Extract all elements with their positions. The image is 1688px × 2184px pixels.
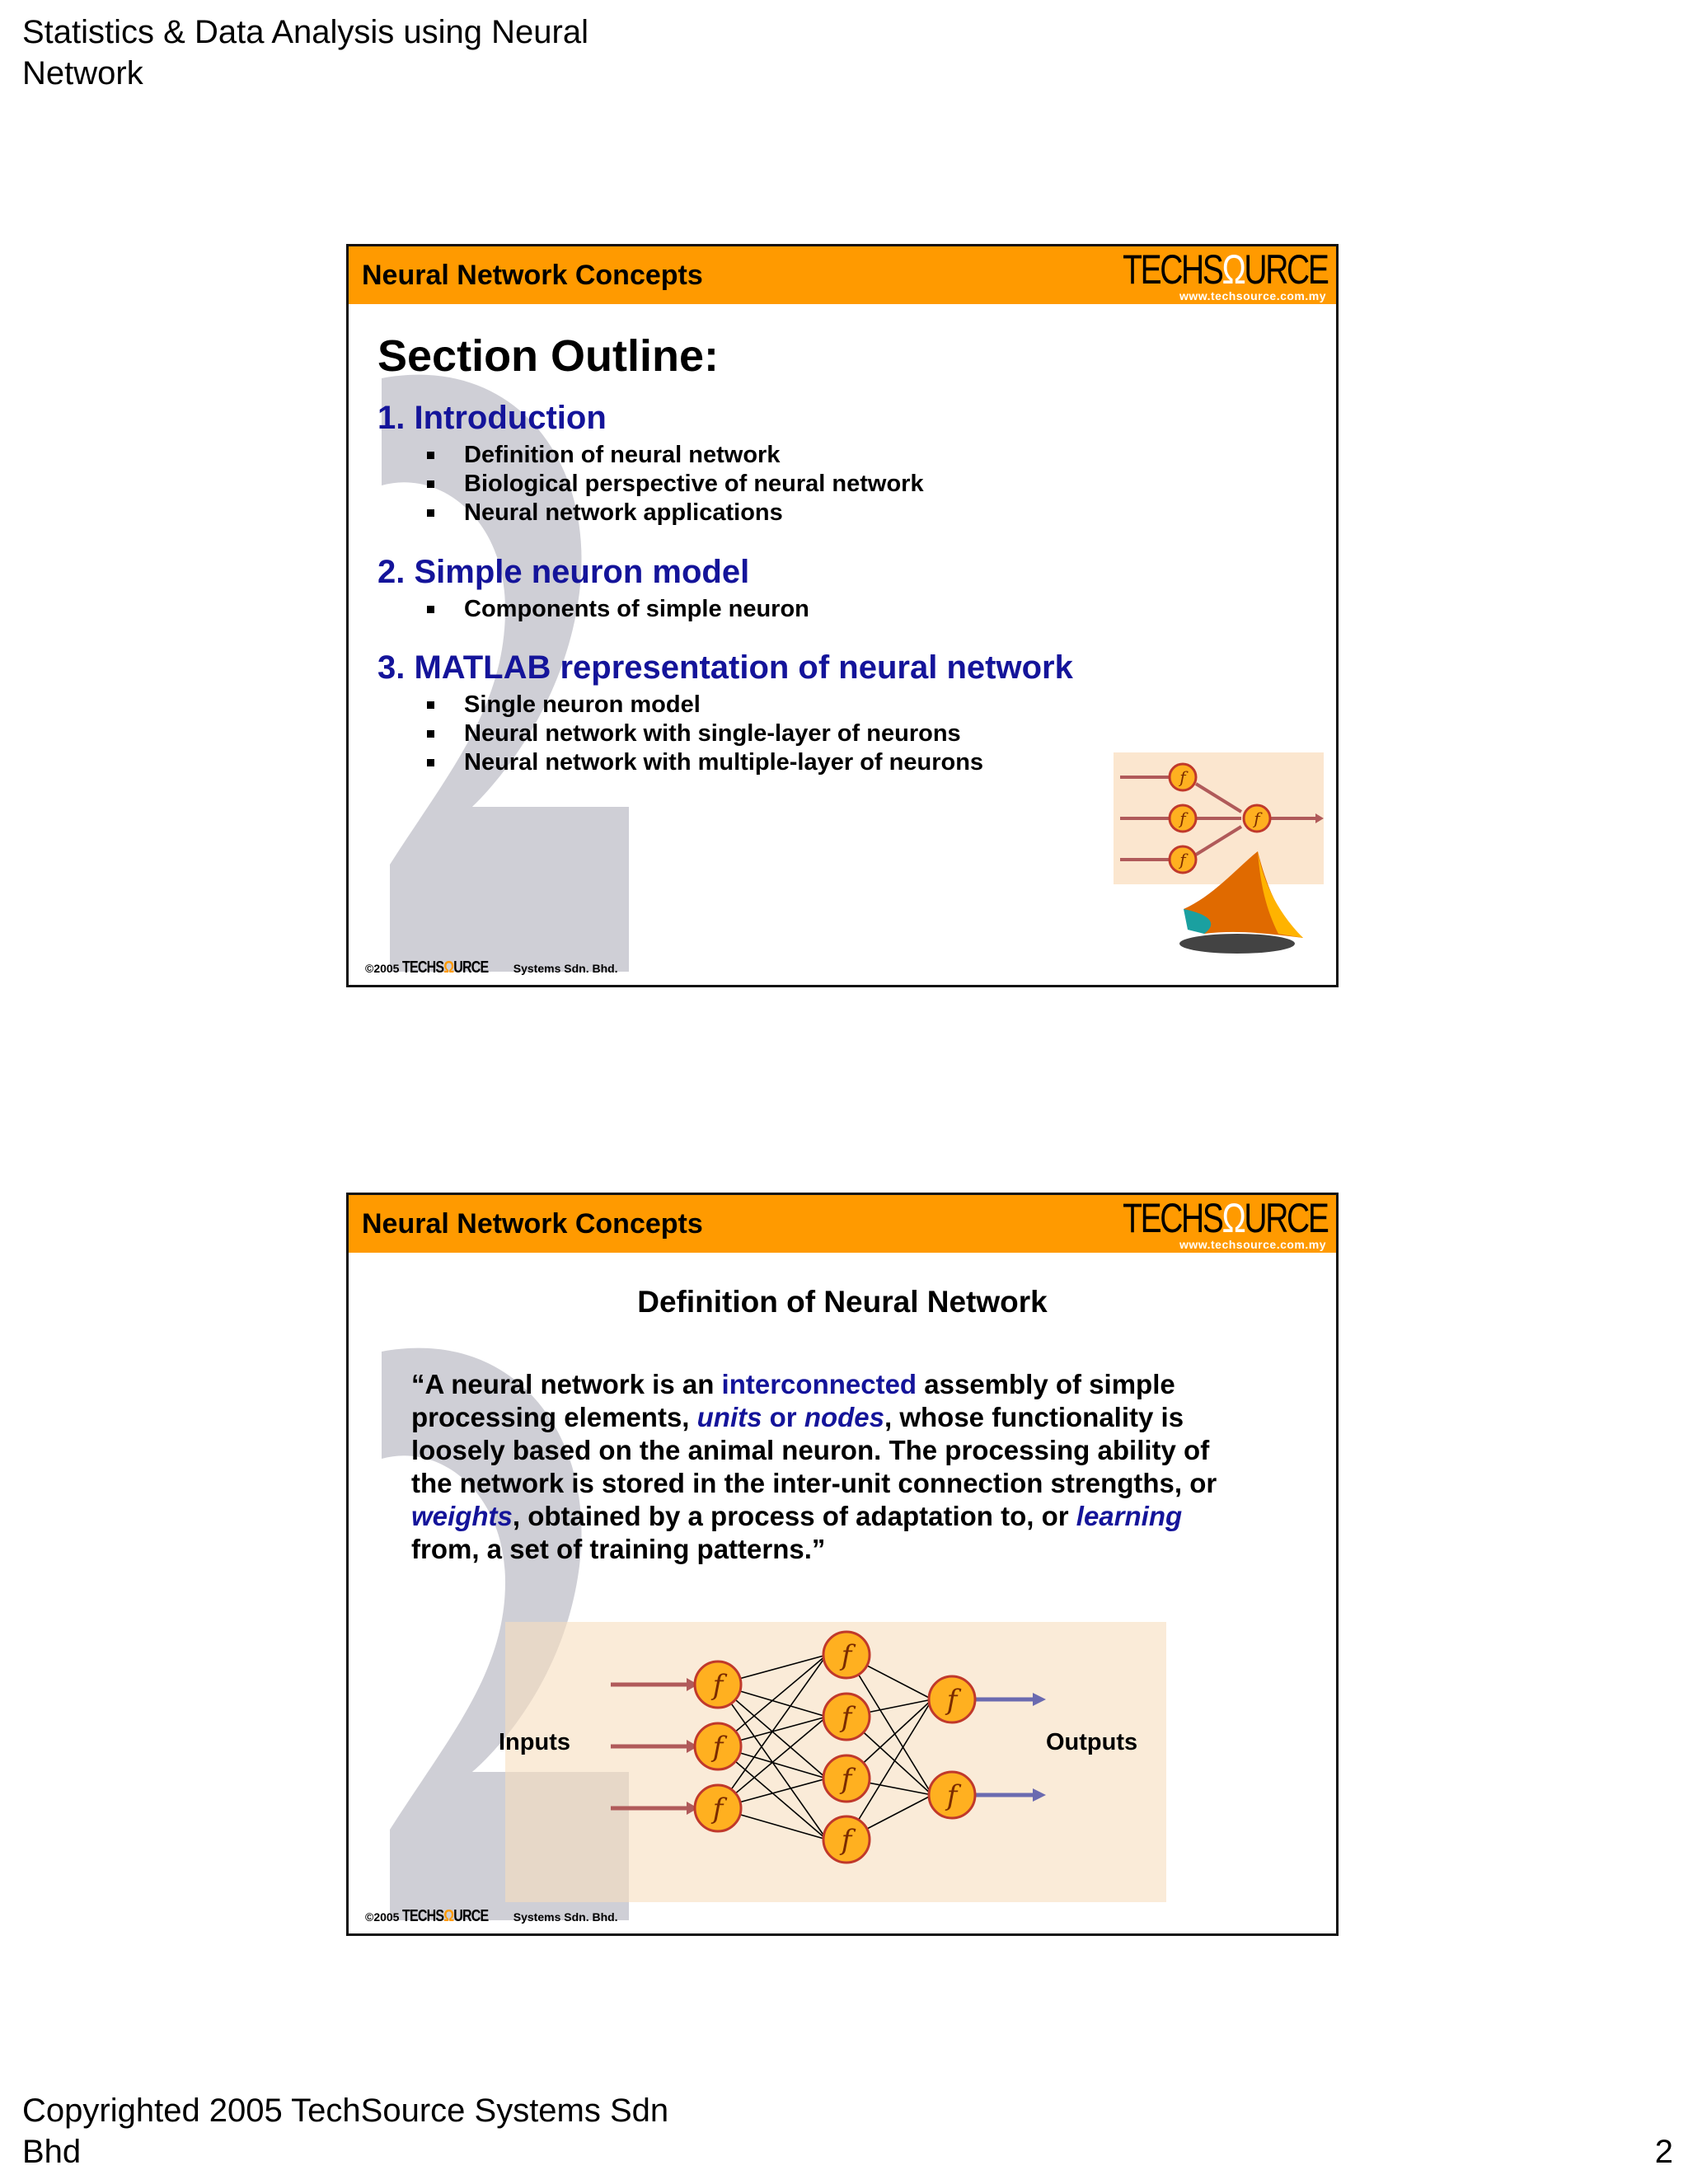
svg-text:f: f	[1254, 808, 1260, 828]
multilayer-network-diagram	[349, 1195, 1336, 1933]
logo-wordmark: TECHSΩURCE	[1123, 1195, 1328, 1241]
section-heading-simple-neuron: 2. Simple neuron model	[377, 554, 750, 590]
slide-title-band	[349, 246, 1336, 304]
svg-text:f: f	[841, 1639, 852, 1672]
svg-text:f: f	[712, 1793, 724, 1825]
svg-text:f: f	[841, 1824, 852, 1857]
bullet-list-introduction	[427, 441, 924, 527]
slide-section-outline	[346, 244, 1339, 987]
bullet-list-simple-neuron	[427, 595, 809, 624]
svg-text:f: f	[712, 1669, 724, 1702]
bullet-list-matlab	[427, 691, 983, 777]
svg-text:f: f	[946, 1684, 958, 1717]
svg-text:f: f	[946, 1779, 958, 1812]
slide-copyright: ©2005 TECHSΩURCE Systems Sdn. Bhd.	[365, 1907, 618, 1925]
slide-definition	[346, 1193, 1339, 1936]
slide-band-title: Neural Network Concepts	[362, 260, 703, 291]
svg-text:f: f	[712, 1731, 724, 1764]
bullet-item: Neural network with single-layer of neurons	[427, 719, 983, 748]
bullet-item: Neural network applications	[427, 499, 924, 527]
small-network-illustration	[1114, 752, 1328, 958]
bullet-item: Biological perspective of neural network	[427, 470, 924, 499]
svg-text:f: f	[841, 1701, 852, 1734]
bullet-item: Single neuron model	[427, 691, 983, 719]
bullet-item: Definition of neural network	[427, 441, 924, 470]
svg-text:f: f	[1179, 767, 1186, 787]
definition-quote: “A neural network is an interconnected assembly of simple processing elements, units or nodes, whose functionality is loosely based on the animal neuron. The processing ability of the network is stored in the inter-unit connection strengths, or weights, obtained by a process of adaptation to, or learning from, a set of training patterns.”	[411, 1369, 1217, 1564]
section-heading-matlab: 3. MATLAB representation of neural network	[377, 649, 1073, 686]
outputs-label: Outputs	[1046, 1729, 1138, 1755]
page-number: 2	[1654, 2134, 1673, 2170]
bullet-item: Components of simple neuron	[427, 595, 809, 624]
techsource-logo	[1123, 246, 1328, 302]
bullet-item: Neural network with multiple-layer of neurons	[427, 748, 983, 777]
slide-heading: Section Outline:	[377, 331, 720, 381]
svg-text:f: f	[1179, 850, 1186, 869]
logo-wordmark: TECHSΩURCE	[1123, 246, 1328, 293]
logo-url: www.techsource.com.my	[1179, 289, 1326, 302]
page-header: Statistics & Data Analysis using Neural Network	[22, 14, 588, 91]
page-footer: Copyrighted 2005 TechSource Systems Sdn Bhd	[22, 2093, 669, 2170]
section-heading-introduction: 1. Introduction	[377, 400, 607, 436]
svg-text:f: f	[1179, 808, 1186, 828]
svg-text:f: f	[841, 1763, 852, 1796]
slide-band-title: Neural Network Concepts	[362, 1208, 703, 1240]
inputs-label: Inputs	[499, 1729, 570, 1755]
slide-heading: Definition of Neural Network	[637, 1285, 1048, 1319]
neuron-node-icon	[695, 1632, 975, 1863]
logo-url: www.techsource.com.my	[1179, 1238, 1326, 1251]
slide-copyright: ©2005 TECHSΩURCE Systems Sdn. Bhd.	[365, 958, 618, 977]
